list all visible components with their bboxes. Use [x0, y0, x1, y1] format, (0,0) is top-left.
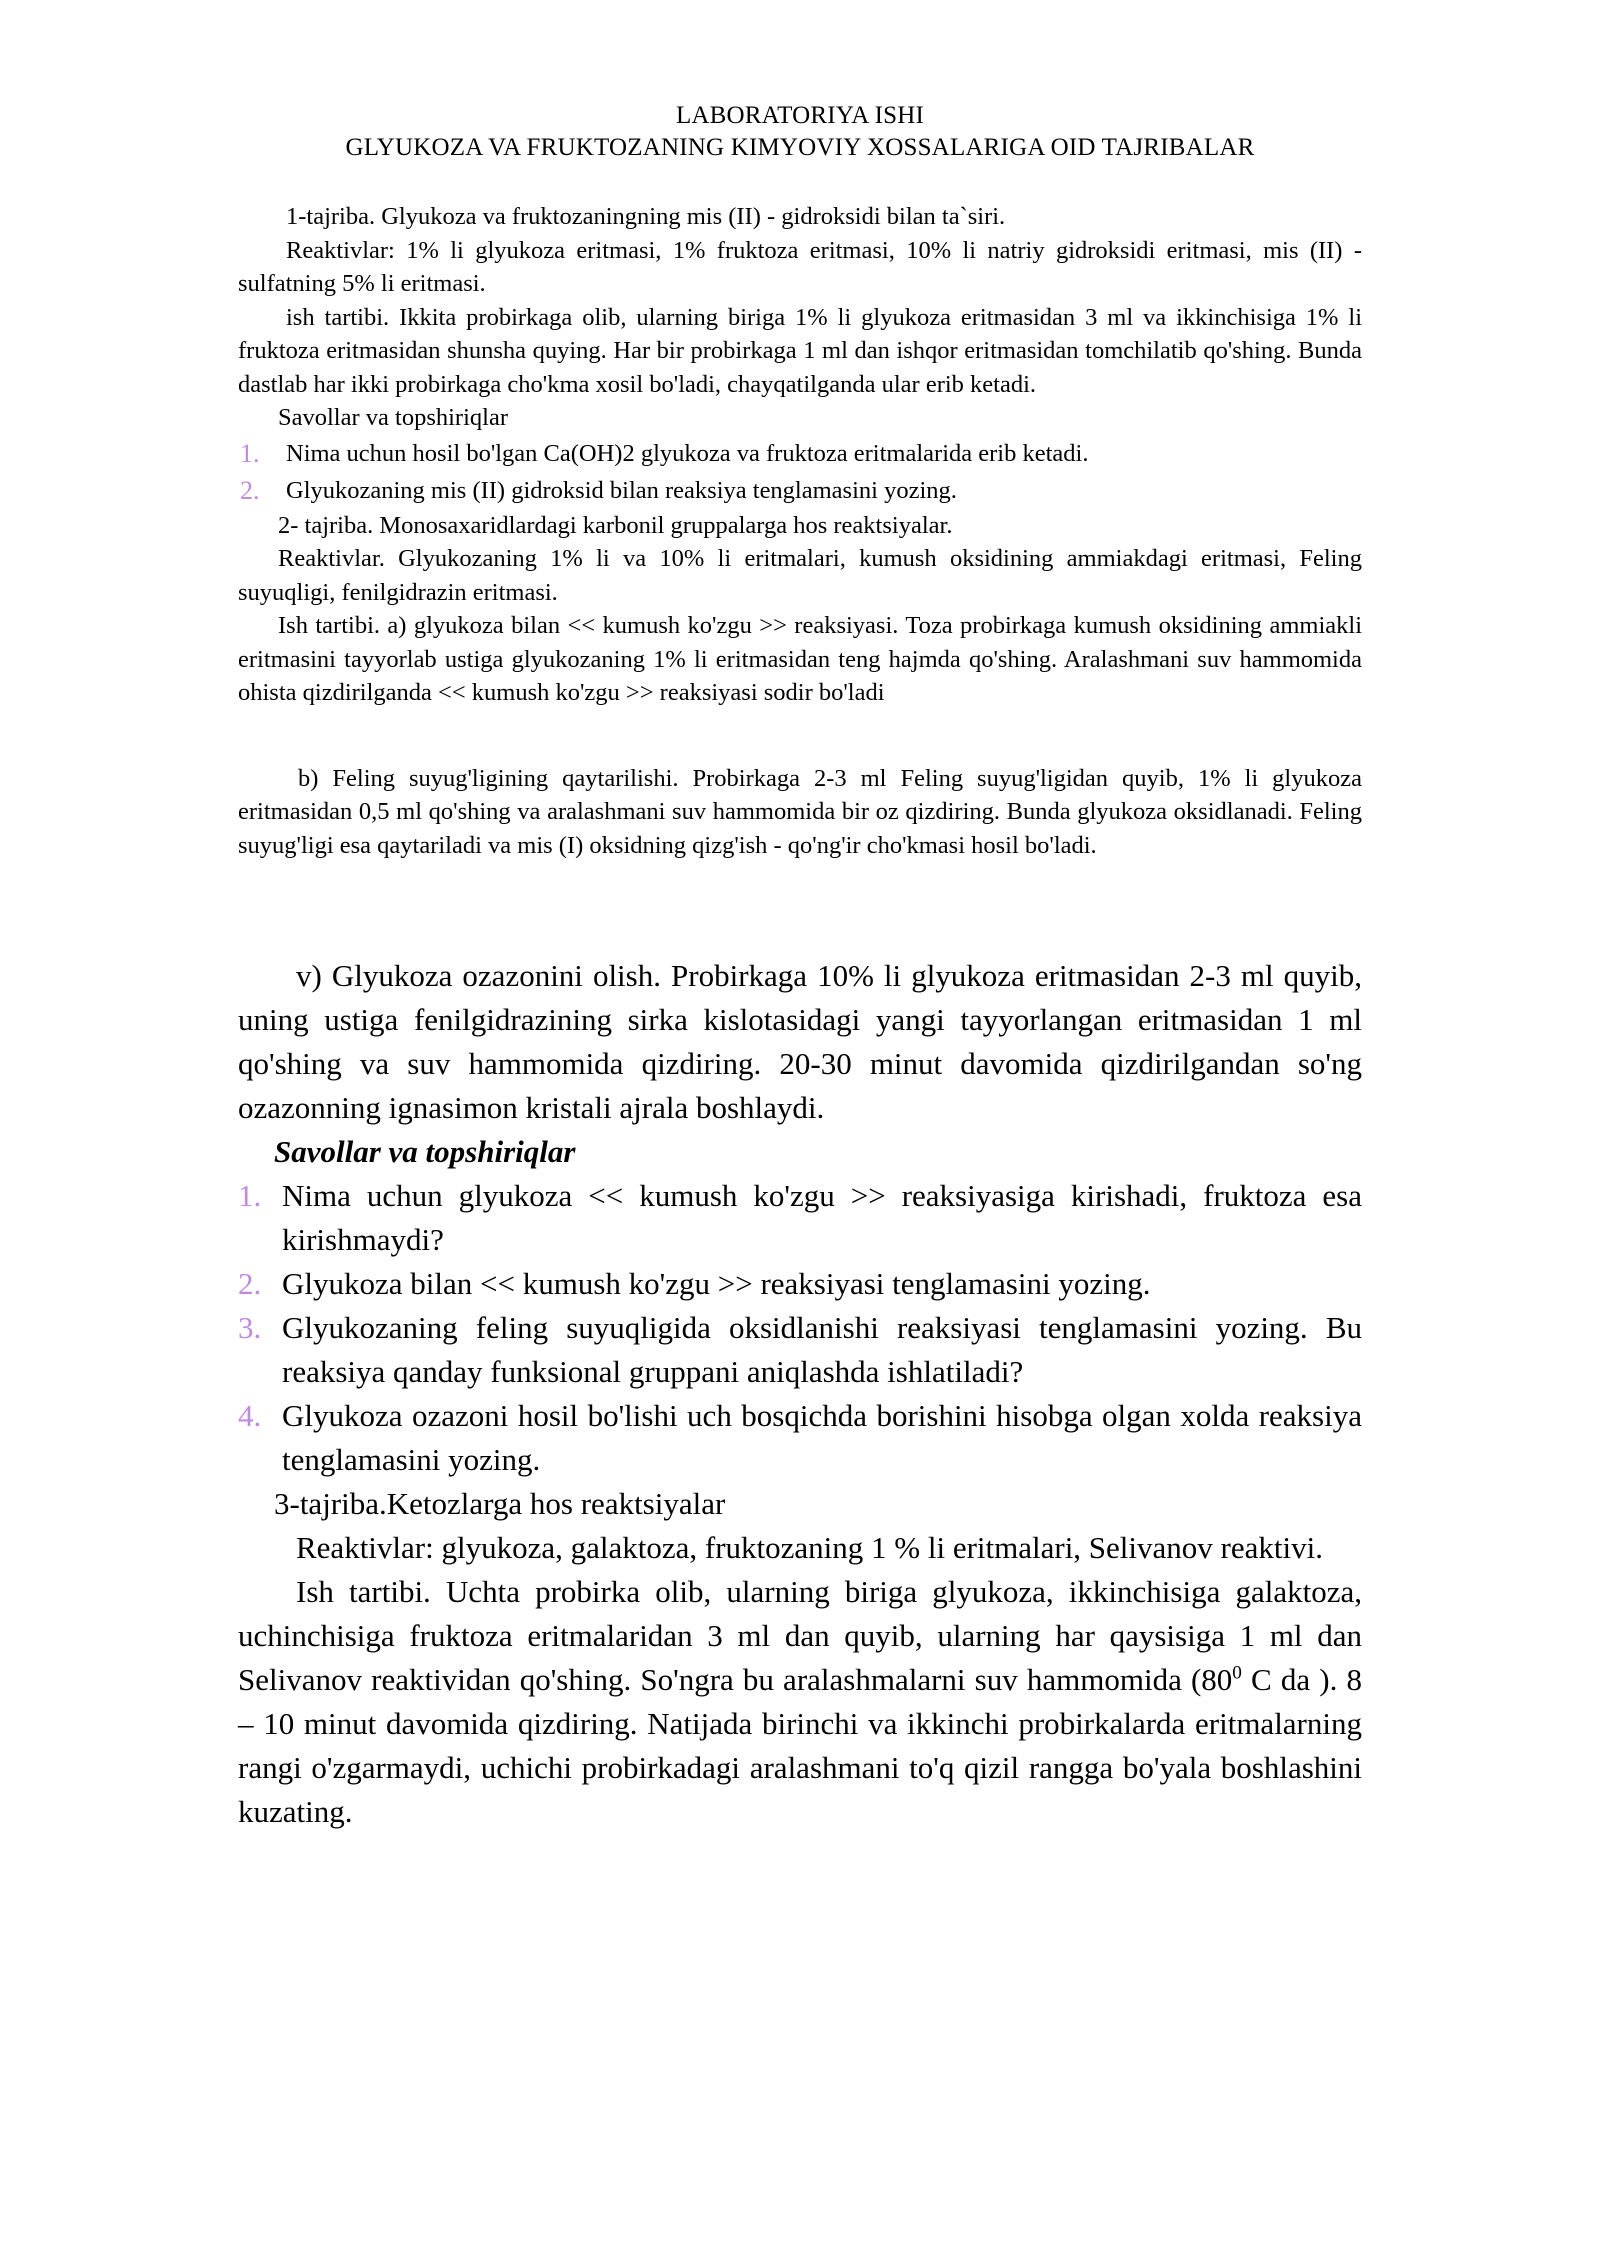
spacer	[238, 710, 1362, 762]
list-item-text: Glyukoza ozazoni hosil bo'lishi uch bosqichda borishini hisobga olgan xolda reaksiya tenglamasini yozing.	[282, 1398, 1362, 1477]
list-item	[238, 1394, 1362, 1482]
experiment1-procedure: ish tartibi. Ikkita probirkaga olib, ularning biriga 1% li glyukoza eritmasidan 3 ml va ikkinchisiga 1% li fruktoza eritmasidan shunsha quying. Har bir probirkaga 1 ml dan ishqor eritmasidan tomchilatib qo'shing. Bunda dastlab har ikki probirkaga cho'kma xosil bo'ladi, chayqatilganda ular erib ketadi.	[238, 303, 1362, 398]
list-item	[238, 1306, 1362, 1394]
list-item	[238, 1262, 1362, 1306]
title-line-2: GLYUKOZA VA FRUKTOZANING KIMYOVIY XOSSALARIGA OID TAJRIBALAR	[345, 134, 1255, 161]
experiment3-procedure-part1: Ish tartibi. Uchta probirka olib, ularning biriga glyukoza, ikkinchisiga galaktoza, uchinchisiga fruktoza eritmalaridan 3 ml dan quyib, ularning har qaysisiga 1 ml dan Selivanov reaktividan qo'shing. So'ngra bu aralashmalarni suv hammomida (80	[238, 1574, 1362, 1697]
experiment2-procedure-a: Ish tartibi. a) glyukoza bilan << kumush ko'zgu >> reaksiyasi. Toza probirkaga kumush oksidining ammiakli eritmasini tayyorlab ustiga glyukozaning 1% li eritmasidan teng hajmda qo'shing. Aralashmani suv hammomida ohista qizdirilganda << kumush ko'zgu >> reaksiyasi sodir bo'ladi	[238, 612, 1362, 706]
list-item-text: Nima uchun hosil bo'lgan Ca(OH)2 glyukoza va fruktoza eritmalarida erib ketadi.	[286, 439, 1089, 467]
experiment1-questions-list	[238, 435, 1362, 509]
temperature-superscript: 0	[1232, 1662, 1242, 1684]
list-item	[238, 1174, 1362, 1262]
experiment2-heading: 2- tajriba. Monosaxaridlardagi karbonil gruppalarga hos reaktsiyalar.	[278, 511, 953, 539]
experiment2-procedure-b: b) Feling suyug'ligining qaytarilishi. Probirkaga 2-3 ml Feling suyug'ligidan quyib, 1% li glyukoza eritmasidan 0,5 ml qo'shing va aralashmani suv hammomida bir oz qizdiring. Bunda glyukoza oksidlanadi. Feling suyug'ligi esa qaytariladi va mis (I) oksidning qizg'ish - qo'ng'ir cho'kmasi hosil bo'ladi.	[238, 764, 1362, 859]
experiment2-procedure-v: v) Glyukoza ozazonini olish. Probirkaga 10% li glyukoza eritmasidan 2-3 ml quyib, uning ustiga fenilgidrazining sirka kislotasidagi yangi tayyorlangan eritmasidan 1 ml qo'shing va suv hammomida qizdiring. 20-30 minut davomida qizdirilgandan so'ng ozazonning ignasimon kristali ajrala boshlaydi.	[238, 958, 1362, 1125]
experiment2-questions-list	[238, 1174, 1362, 1482]
document-title	[238, 100, 1362, 164]
experiment1-reagents: Reaktivlar: 1% li glyukoza eritmasi, 1% fruktoza eritmasi, 10% li natriy gidroksidi eritmasi, mis (II) - sulfatning 5% li eritmasi.	[238, 236, 1362, 297]
list-item-text: Glyukozaning mis (II) gidroksid bilan reaksiya tenglamasini yozing.	[286, 476, 957, 504]
list-item-text: Nima uchun glyukoza << kumush ko'zgu >> reaksiyasiga kirishadi, fruktoza esa kirishmaydi?	[282, 1178, 1362, 1257]
list-item	[238, 435, 1362, 472]
experiment3-heading: 3-tajriba.Ketozlarga hos reaktsiyalar	[274, 1486, 726, 1521]
experiment2-questions-heading: Savollar va topshiriqlar	[274, 1134, 576, 1169]
list-item	[238, 472, 1362, 509]
experiment1-questions-heading: Savollar va topshiriqlar	[278, 404, 508, 431]
list-item-text: Glyukoza bilan << kumush ko'zgu >> reaksiyasi tenglamasini yozing.	[282, 1266, 1151, 1301]
spacer	[238, 862, 1362, 954]
list-item-text: Glyukozaning feling suyuqligida oksidlanishi reaksiyasi tenglamasini yozing. Bu reaksiya qanday funksional gruppani aniqlashda ishlatiladi?	[282, 1310, 1362, 1389]
experiment1-heading: 1-tajriba. Glyukoza va fruktozaningning mis (II) - gidroksidi bilan ta`siri.	[286, 203, 1006, 230]
experiment2-reagents: Reaktivlar. Glyukozaning 1% li va 10% li eritmalari, kumush oksidining ammiakdagi eritmasi, Feling suyuqligi, fenilgidrazin eritmasi.	[238, 545, 1362, 606]
experiment3-procedure-part2: C da ). 8 – 10 minut davomida qizdiring. Natijada birinchi va ikkinchi probirkalarda eritmalarning rangi o'zgarmaydi, uchichi probirkadagi aralashmani to'q qizil rangga bo'yala boshlashini kuzating.	[238, 1662, 1362, 1829]
experiment3-reagents: Reaktivlar: glyukoza, galaktoza, fruktozaning 1 % li eritmalari, Selivanov reaktivi.	[296, 1530, 1323, 1565]
title-line-1: LABORATORIYA ISHI	[675, 102, 925, 129]
experiment3-procedure	[238, 1570, 1362, 1834]
